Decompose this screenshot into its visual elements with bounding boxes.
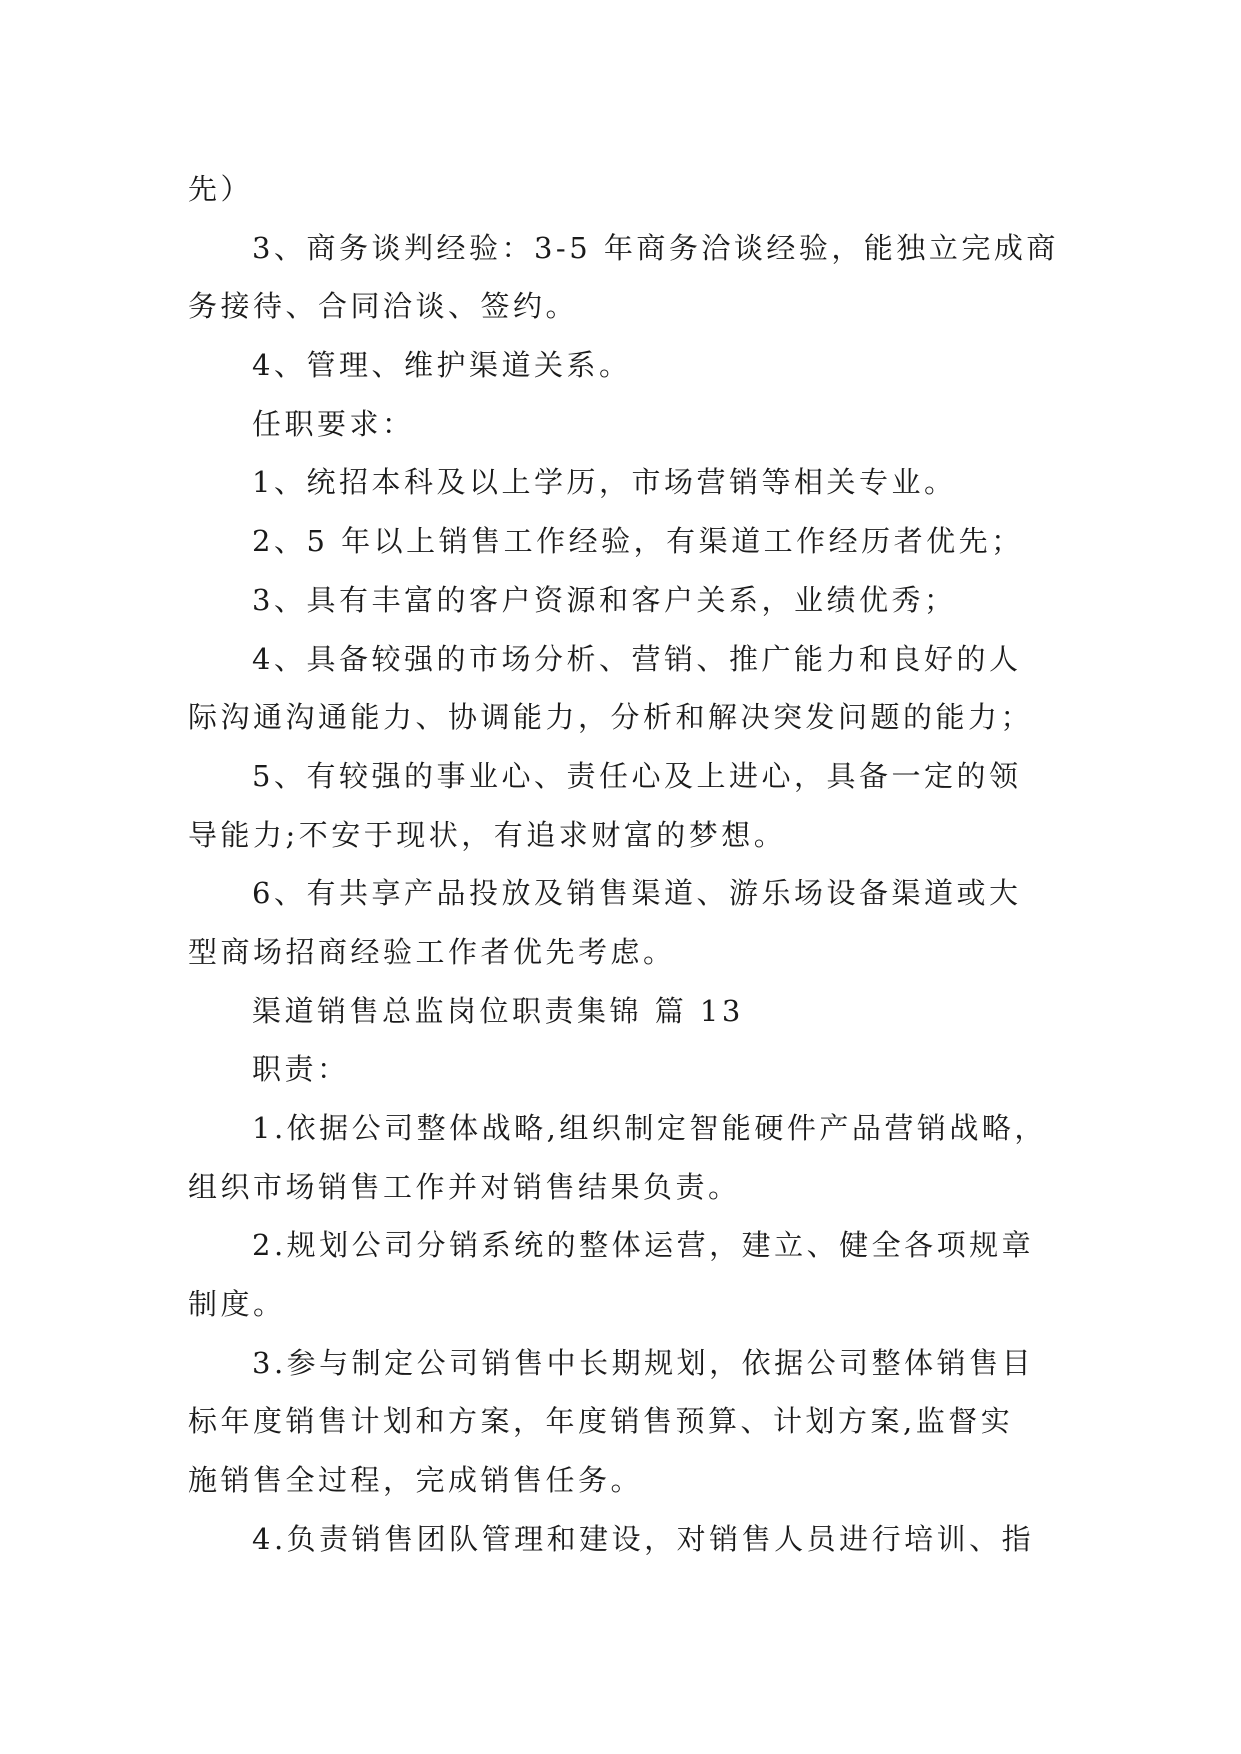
duty-13-item-2-cont: 制度。 [188,1287,286,1322]
requirements-heading: 任职要求： [252,406,415,441]
requirement-item-6-cont: 型商场招商经验工作者优先考虑。 [188,934,676,969]
document-body [188,160,1058,1569]
line-continuation: 先） [188,172,254,206]
duty-13-item-4: 4.负责销售团队管理和建设，对销售人员进行培训、指 [252,1521,1035,1556]
requirement-item-4-cont: 际沟通沟通能力、协调能力，分析和解决突发问题的能力； [188,700,1034,735]
section-title: 渠道销售总监岗位职责集锦 篇 13 [252,993,744,1028]
duty-item-3: 3、商务谈判经验：3-5 年商务洽谈经验，能独立完成商 [252,230,1059,265]
duty-13-item-1: 1.依据公司整体战略,组织制定智能硬件产品营销战略， [252,1111,1047,1145]
duties-heading: 职责： [252,1052,350,1087]
requirement-item-6: 6、有共享产品投放及销售渠道、游乐场设备渠道或大 [252,876,1022,911]
requirement-item-5-cont: 导能力;不安于现状，有追求财富的梦想。 [188,817,787,852]
duty-13-item-3-cont-1: 标年度销售计划和方案，年度销售预算、计划方案,监督实 [188,1404,1014,1439]
duty-13-item-3-cont-2: 施销售全过程，完成销售任务。 [188,1463,644,1498]
requirement-item-3: 3、具有丰富的客户资源和客户关系，业绩优秀； [252,582,957,617]
duty-item-4: 4、管理、维护渠道关系。 [252,348,632,383]
duty-13-item-3: 3.参与制定公司销售中长期规划，依据公司整体销售目 [252,1345,1035,1380]
requirement-item-1: 1、统招本科及以上学历，市场营销等相关专业。 [252,465,957,500]
requirement-item-4: 4、具备较强的市场分析、营销、推广能力和良好的人 [252,641,1022,676]
duty-item-3-cont: 务接待、合同洽谈、签约。 [188,289,579,324]
duty-13-item-1-cont: 组织市场销售工作并对销售结果负责。 [188,1169,741,1204]
duty-13-item-2: 2.规划公司分销系统的整体运营，建立、健全各项规章 [252,1228,1035,1263]
requirement-item-2: 2、5 年以上销售工作经验，有渠道工作经历者优先； [252,524,1024,559]
requirement-item-5: 5、有较强的事业心、责任心及上进心，具备一定的领 [252,758,1022,793]
